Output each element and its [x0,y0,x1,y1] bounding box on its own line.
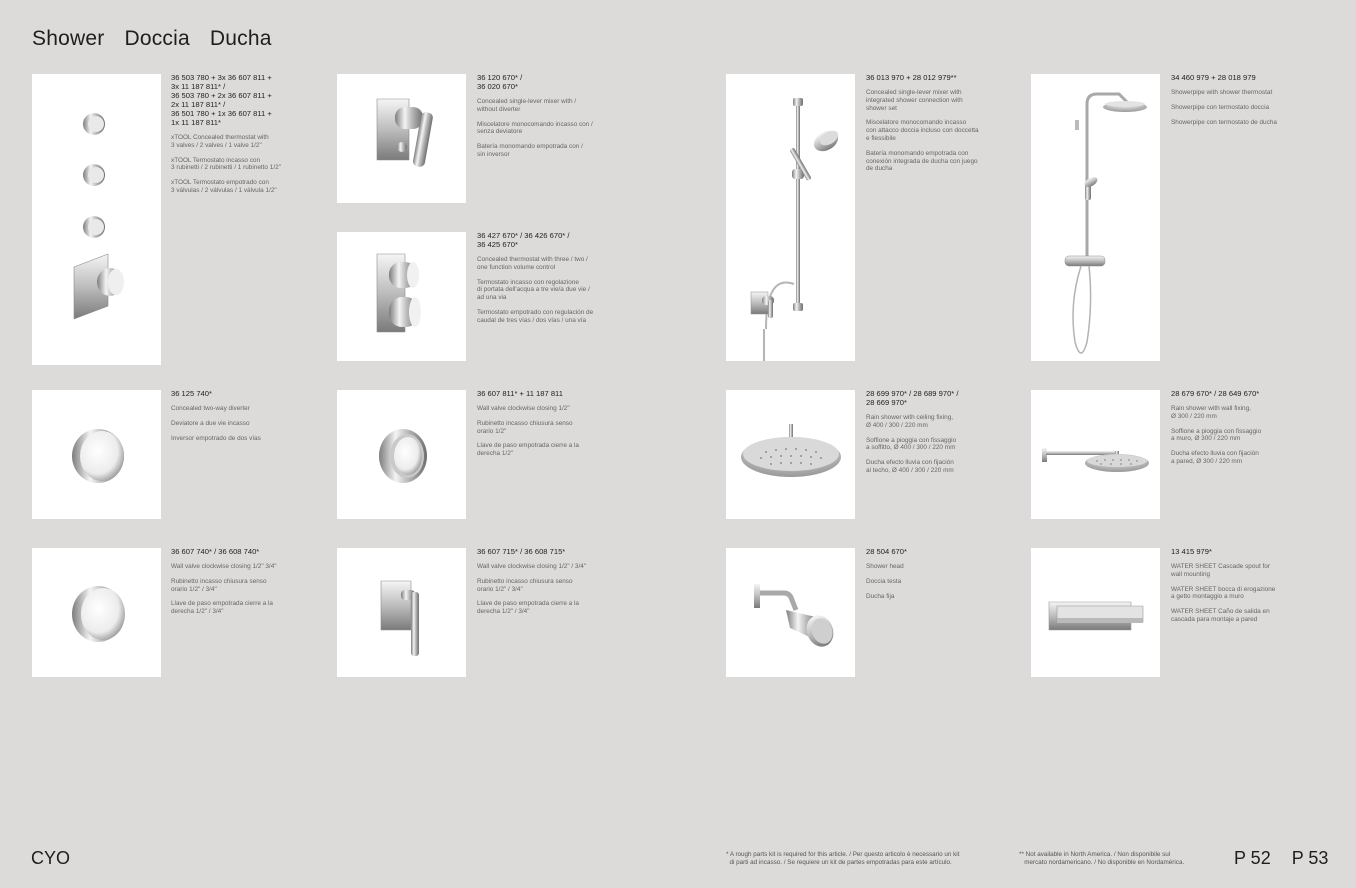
description-en: Showerpipe with shower thermostat [1171,89,1273,96]
description-it: Rubinetto incasso chiusura senso orario 1/2" / 3/4" [171,577,267,593]
description-it: Rubinetto incasso chiusura senso orario 1/2" / 3/4" [477,577,573,593]
description-it: Showerpipe con termostato doccia [1171,103,1270,111]
product-image-shower-set [726,74,855,361]
description-en: xTOOL Concealed thermostat with 3 valves / 2 valves / 1 valve 1/2" [171,134,269,149]
article-number: 28 504 670* [866,547,907,556]
description-en: Shower head [866,563,904,570]
description-es: Batería monomando empotrada con / sin inversor [477,143,583,158]
product-image-concealed-thermostat [337,232,466,361]
product-image-water-sheet [1031,548,1160,677]
article-number: 36 427 670* / 36 426 670* / 36 425 670* [477,231,570,249]
description-es: Termostato empotrado con regulación de caudal de tres vías / dos vías / una vía [477,308,594,324]
article-number: 36 503 780 + 3x 36 607 811 + 3x 11 187 811* / 36 503 780 + 2x 36 607 811 + 2x 11 187 811* / 36 501 780 + 1x 36 607 811 + 1x 11 187 811* [171,73,272,127]
description-en: WATER SHEET Cascade spout for wall mounting [1171,563,1270,578]
lever-valve-icon [381,581,419,656]
showerpipe-icon [1065,94,1147,266]
product-image-diverter [32,390,161,519]
page-numbers [1234,848,1344,869]
description-en: Wall valve clockwise closing 1/2" 3/4" [171,563,277,570]
product-image-concealed-mixer [337,74,466,203]
product-info [866,389,1004,482]
product-info [171,547,309,623]
article-number: 36 125 740* [171,389,212,398]
product-image-rain-shower-wall [1031,390,1160,519]
shower-head-icon [754,584,838,650]
article-number: 34 460 979 + 28 018 979 [1171,73,1256,82]
description-en: Rain shower with ceiling fixing, Ø 400 / 300 / 220 mm [866,414,954,429]
description-it: Soffione a pioggia con fissaggio a soffitto, Ø 400 / 300 / 220 mm [866,436,957,452]
product-info [1171,547,1309,631]
hose-icon [1073,266,1091,353]
description-en: Rain shower with wall fixing, Ø 300 / 220 mm [1171,405,1251,420]
description-en: Concealed single-lever mixer with / without diverter [477,98,577,113]
product-info [866,547,1004,607]
description-es: Showerpipe con termostato de ducha [1171,118,1277,126]
description-it: xTOOL Termostato incasso con 3 rubinetti / 2 rubinetti / 1 rubinetto 1/2" [171,156,281,172]
product-image-wall-valve-disc [32,548,161,677]
article-number: 28 699 970* / 28 689 970* / 28 669 970* [866,389,959,407]
description-it: Miscelatore monocomando incasso con / senza deviatore [477,120,593,136]
description-es: xTOOL Termostato empotrado con 3 válvulas / 2 válvulas / 1 válvula 1/2" [171,179,277,194]
article-number: 36 607 715* / 36 608 715* [477,547,566,556]
title-english: Shower [32,27,105,50]
description-es: Ducha efecto lluvia con fijación a pared, Ø 300 / 220 mm [1171,450,1259,465]
article-number: 13 415 979* [1171,547,1212,556]
thermostat-icon [377,254,421,332]
rain-shower-icon [741,424,841,477]
page-number-right: P 53 [1291,848,1329,868]
description-en: Concealed single-lever mixer with integrated shower connection with shower set [866,89,963,112]
description-it: Rubinetto incasso chiusura senso orario 1/2" [477,419,573,435]
description-it: Doccia testa [866,577,902,585]
product-info [171,389,309,449]
description-en: Concealed two-way diverter [171,405,250,412]
description-en: Wall valve clockwise closing 1/2" / 3/4" [477,563,587,570]
product-info [477,547,615,623]
description-it: Miscelatore monocomando incasso con attacco doccia incluso con doccetta e flessibile [866,119,979,142]
description-es: Ducha efecto lluvia con fijación al techo, Ø 400 / 300 / 220 mm [866,459,954,474]
product-image-wall-valve-lever [337,548,466,677]
product-image-shower-head [726,548,855,677]
product-info [477,231,615,332]
description-es: Ducha fija [866,592,895,600]
description-es: WATER SHEET Caño de salida en cascada para montaje a pared [1171,608,1270,623]
footnote-rough-parts: * A rough parts kit is required for this article. / Per questo articolo è necessario un kit di parti ad incasso. / Se requiere un kit de partes empotradas para este artículo. [726,851,960,866]
product-image-showerpipe [1031,74,1160,361]
title-italian: Doccia [124,27,190,50]
product-image-xtool-thermostat [32,74,161,365]
product-info [866,73,1004,180]
description-it: Deviatore a due vie incasso [171,419,250,427]
product-info [1171,73,1309,133]
valve-knob-icon [379,429,427,483]
diverter-icon [72,429,124,483]
description-it: Termostato incasso con regolazione di portata dell'acqua a tre vie/a due vie / ad una via [477,278,590,302]
product-info [171,73,309,202]
thermostat-icon [74,254,124,319]
product-image-wall-valve [337,390,466,519]
description-en: Wall valve clockwise closing 1/2" [477,405,570,412]
description-es: Llave de paso empotrada cierre a la derecha 1/2" / 3/4" [477,600,579,616]
product-info [477,389,615,465]
footnote-availability: ** Not available in North America. / Non disponibile sul mercato nordamericano. / No disponible en Nordamérica. [1019,851,1185,866]
spout-icon [1049,602,1143,630]
description-es: Inversor empotrado de dos vías [171,434,261,442]
description-it: Soffione a pioggia con fissaggio a muro, Ø 300 / 220 mm [1171,427,1262,443]
shower-rail-icon [792,98,804,311]
description-es: Batería monomando empotrada con conexión integrada de ducha con juego de ducha [866,149,978,173]
hose-icon [764,282,794,361]
description-es: Llave de paso empotrada cierre a la derecha 1/2" [477,442,579,458]
rain-shower-icon [1042,448,1149,472]
product-image-rain-shower-ceiling [726,390,855,519]
page-number-left: P 52 [1234,848,1271,868]
article-number: 36 607 811* + 11 187 811 [477,389,563,398]
brand-name: CYO [31,848,71,868]
description-it: WATER SHEET bocca di erogazione a getto montaggio a muro [1171,585,1276,601]
mixer-icon [377,99,434,168]
title-spanish: Ducha [209,27,272,50]
description-es: Llave de paso empotrada cierre a la derecha 1/2" / 3/4" [171,600,273,616]
article-number: 28 679 670* / 28 649 670* [1171,389,1260,398]
product-info [1171,389,1309,473]
valve-knob-icon [72,586,125,642]
article-number: 36 120 670* / 36 020 670* [477,73,523,91]
product-info [477,73,615,166]
description-en: Concealed thermostat with three / two / one function volume control [477,256,588,271]
article-number: 36 013 970 + 28 012 979** [866,73,957,82]
valve-knob-icon [83,113,105,238]
page-title [32,27,286,51]
article-number: 36 607 740* / 36 608 740* [171,547,260,556]
